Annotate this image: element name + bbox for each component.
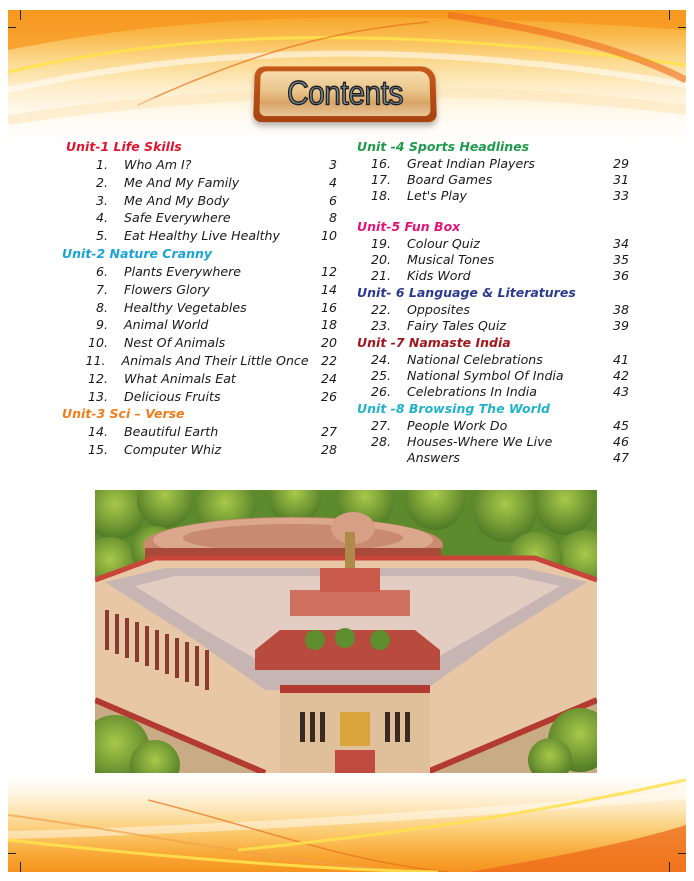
- unit-heading: Unit-2 Nature Cranny: [62, 245, 213, 261]
- entry-title: Nest Of Animals: [124, 335, 226, 351]
- entry-number: 18.: [370, 188, 391, 203]
- unit-heading: Unit-3 Sci – Verse: [62, 406, 185, 422]
- entry-number: 9.: [95, 317, 108, 333]
- toc-right-column: [357, 138, 629, 466]
- entry-page: 47: [612, 450, 629, 465]
- parliament-building-graphic: [95, 490, 597, 773]
- toc-entry[interactable]: [357, 172, 629, 188]
- entry-page: 42: [612, 368, 629, 383]
- entry-page: 24: [320, 370, 337, 386]
- entry-number: 7.: [95, 281, 108, 297]
- entry-number: 3.: [95, 192, 108, 208]
- toc-entry[interactable]: [62, 263, 337, 281]
- toc-entry[interactable]: [62, 209, 337, 227]
- toc-entry[interactable]: [62, 299, 337, 317]
- section-spacer: [357, 204, 629, 218]
- toc-entry[interactable]: [62, 370, 337, 388]
- entry-page: 33: [612, 188, 629, 203]
- crop-mark: [8, 27, 16, 28]
- entry-title: Who Am I?: [124, 157, 192, 172]
- entry-page: 28: [320, 442, 337, 458]
- entry-number: 19.: [370, 236, 391, 251]
- entry-title: Computer Whiz: [124, 442, 222, 458]
- toc-entry[interactable]: [357, 418, 629, 434]
- entry-number: 6.: [95, 263, 108, 279]
- entry-number: 4.: [95, 210, 108, 226]
- toc-entry[interactable]: [357, 302, 629, 318]
- toc-entry[interactable]: [357, 252, 629, 268]
- toc-entry[interactable]: [62, 192, 337, 210]
- crop-mark: [20, 10, 21, 20]
- entry-number: 15.: [87, 442, 108, 458]
- entry-title: Let's Play: [407, 188, 467, 203]
- entry-number: 22.: [370, 302, 391, 317]
- toc-entry[interactable]: [62, 281, 337, 299]
- toc-entry[interactable]: [62, 352, 337, 370]
- entry-title: Healthy Vegetables: [124, 299, 247, 315]
- entry-page: 4: [328, 174, 337, 190]
- toc-entry[interactable]: [357, 368, 629, 384]
- entry-page: 22: [320, 352, 337, 368]
- entry-page: 26: [320, 388, 337, 404]
- entry-title: National Celebrations: [407, 352, 543, 367]
- entry-page: 34: [612, 236, 629, 251]
- unit-heading: Unit-5 Fun Box: [357, 219, 461, 234]
- entry-number: 5.: [95, 228, 108, 244]
- toc-left-column: [62, 138, 337, 459]
- toc-entry[interactable]: [62, 423, 337, 441]
- entry-title: Answers: [407, 450, 460, 465]
- toc-entry[interactable]: [62, 156, 337, 174]
- entry-number: 13.: [87, 388, 108, 404]
- toc-entry[interactable]: [357, 352, 629, 368]
- unit-heading: Unit -4 Sports Headlines: [357, 139, 530, 154]
- entry-title: Flowers Glory: [124, 281, 210, 297]
- entry-title: Plants Everywhere: [124, 263, 242, 279]
- badge-face: [259, 71, 430, 116]
- entry-number: 17.: [370, 172, 391, 187]
- unit-heading: Unit -8 Browsing The World: [357, 401, 550, 416]
- entry-title: Delicious Fruits: [124, 388, 221, 404]
- toc-entry[interactable]: [62, 174, 337, 192]
- toc-entry[interactable]: [357, 450, 629, 466]
- entry-number: 12.: [87, 370, 108, 386]
- entry-number: 27.: [370, 418, 391, 433]
- crop-mark: [20, 862, 21, 872]
- entry-page: 27: [320, 424, 337, 440]
- entry-page: 41: [612, 352, 629, 367]
- entry-number: 14.: [87, 424, 108, 440]
- toc-entry[interactable]: [62, 441, 337, 459]
- entry-page: 16: [320, 299, 337, 315]
- entry-page: 6: [328, 192, 337, 208]
- entry-page: 20: [320, 335, 337, 351]
- crop-mark: [669, 10, 670, 20]
- crop-mark: [678, 27, 686, 28]
- entry-page: 10: [320, 228, 337, 244]
- toc-entry[interactable]: [357, 268, 629, 284]
- unit-heading: Unit- 6 Language & Literatures: [357, 285, 576, 300]
- entry-page: 38: [612, 302, 629, 317]
- entry-page: 36: [612, 268, 629, 283]
- entry-number: 8.: [95, 299, 108, 315]
- entry-title: What Animals Eat: [124, 370, 236, 386]
- entry-number: 11.: [85, 352, 106, 368]
- entry-number: 10.: [87, 335, 108, 351]
- entry-title: Houses-Where We Live: [407, 434, 553, 449]
- entry-page: 45: [612, 418, 629, 433]
- entry-title: Great Indian Players: [407, 156, 535, 171]
- entry-number: 21.: [370, 268, 391, 283]
- contents-title-badge: [253, 66, 437, 122]
- entry-number: 26.: [370, 384, 391, 399]
- entry-number: 2.: [95, 174, 108, 190]
- entry-title: Celebrations In India: [407, 384, 537, 399]
- entry-number: 20.: [370, 252, 391, 267]
- entry-page: 46: [612, 434, 629, 449]
- entry-page: 39: [612, 318, 629, 333]
- entry-page: 3: [328, 157, 337, 172]
- entry-number: 16.: [370, 156, 391, 171]
- toc-entry[interactable]: [357, 156, 629, 172]
- toc-entry[interactable]: [62, 388, 337, 406]
- entry-title: Eat Healthy Live Healthy: [124, 228, 280, 244]
- unit-heading: Unit -7 Namaste India: [357, 335, 511, 350]
- page-title: Contents: [286, 74, 404, 112]
- entry-title: Opposites: [407, 302, 470, 317]
- entry-page: 43: [612, 384, 629, 399]
- crop-mark: [8, 853, 16, 854]
- entry-number: 23.: [370, 318, 391, 333]
- entry-title: Musical Tones: [407, 252, 495, 267]
- entry-number: 24.: [370, 352, 391, 367]
- entry-title: Safe Everywhere: [124, 210, 231, 226]
- entry-title: Animals And Their Little Once: [121, 352, 309, 368]
- toc-entry[interactable]: [357, 188, 629, 204]
- bottom-decorative-band: [8, 775, 686, 872]
- entry-title: Me And My Body: [124, 192, 230, 208]
- entry-title: Colour Quiz: [407, 236, 480, 251]
- entry-title: Kids Word: [407, 268, 471, 283]
- entry-number: [357, 450, 391, 466]
- entry-title: Me And My Family: [124, 174, 240, 190]
- entry-page: 12: [320, 263, 337, 279]
- unit-heading: Unit-1 Life Skills: [66, 139, 182, 154]
- toc-entry[interactable]: [62, 334, 337, 352]
- entry-title: Beautiful Earth: [124, 424, 219, 440]
- entry-page: 8: [328, 210, 337, 226]
- entry-page: 35: [612, 252, 629, 267]
- entry-title: Fairy Tales Quiz: [407, 318, 506, 333]
- crop-mark: [669, 862, 670, 872]
- toc-entry[interactable]: [357, 384, 629, 400]
- toc-entry[interactable]: [357, 318, 629, 334]
- crop-mark: [678, 853, 686, 854]
- toc-entry[interactable]: [62, 227, 337, 245]
- parliament-building-illustration: [95, 490, 597, 773]
- entry-page: 29: [612, 156, 629, 171]
- toc-entry[interactable]: [62, 316, 337, 334]
- entry-page: 31: [612, 172, 629, 187]
- toc-entry[interactable]: [357, 434, 629, 450]
- entry-page: 14: [320, 281, 337, 297]
- entry-number: 25.: [370, 368, 391, 383]
- entry-page: 18: [320, 317, 337, 333]
- entry-number: 1.: [95, 157, 108, 172]
- entry-title: Animal World: [124, 317, 209, 333]
- entry-title: Board Games: [407, 172, 493, 187]
- entry-title: People Work Do: [407, 418, 508, 433]
- toc-entry[interactable]: [357, 236, 629, 252]
- entry-number: 28.: [370, 434, 391, 449]
- entry-title: National Symbol Of India: [407, 368, 564, 383]
- wave-swoosh-graphic: [8, 775, 686, 872]
